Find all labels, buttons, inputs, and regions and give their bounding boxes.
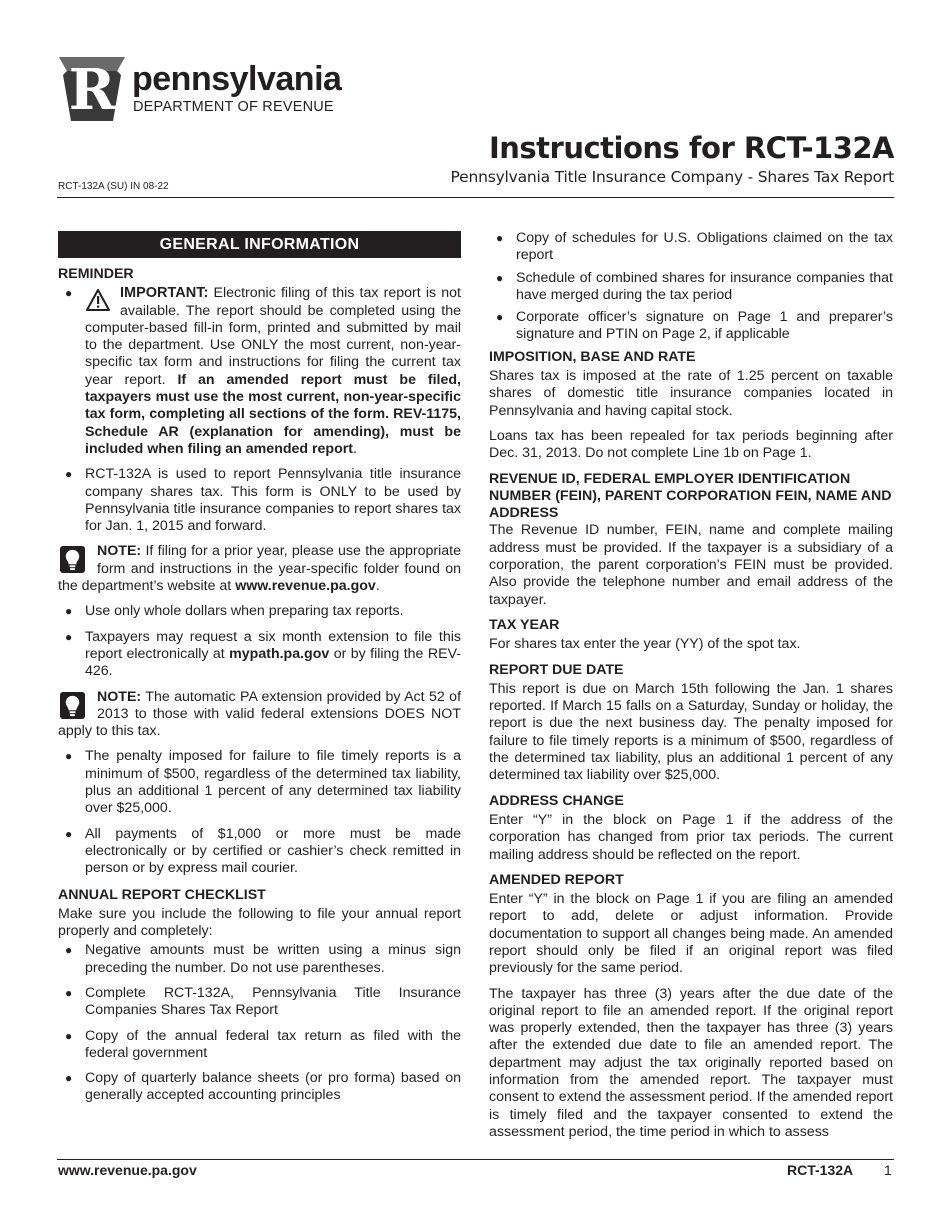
list-item: ● Use only whole dollars when preparing tax reports. [65,603,404,620]
checklist-item: ● Copy of quarterly balance sheets (or pro forma) based on generally accepted accounting principles [65,1070,461,1104]
header-rule [57,197,894,198]
form-code: RCT-132A (SU) IN 08-22 [58,181,169,192]
checklist-item: ● Copy of the annual federal tax return as filed with the federal government [65,1027,461,1061]
important-text: Electronic filing of this tax report is not available. The report should be completed using the computer-based fill-in form, printed and submitted by mail to the department. Use ONLY the most current, non-year-specific tax form and instructions for filing the current tax year report. [85,285,461,388]
revenue-id-heading: REVENUE ID, FEDERAL EMPLOYER IDENTIFICATION NUMBER (FEIN), PARENT CORPORATION FEIN, NAME AND ADDRESS [489,470,892,522]
right-column: ● Copy of schedules for U.S. Obligations claimed on the tax report ● Schedule of combined shares for insurance companies that have merged during the tax period ● Corporate officer’s signature on Page 1 and preparer’s signature and PTIN on Page 2, if applicable IMPOSITION, BASE AND RATE Shares tax is imposed at the rate of 1.25 percent on taxable shares of domestic title insurance companies located in Pennsylvania and having capital stock. Loans tax has been repealed for tax periods beginning after Dec. 31, 2013. Do not complete Line 1b on Page 1. REVENUE ID, FEDERAL EMPLOYER IDENTIFICATION NUMBER (FEIN), PARENT CORPORATION FEIN, NAME AND ADDRESS The Revenue ID number, FEIN, name and complete mailing address must be provided. If the taxpayer is a subsidiary of a corporation, the parent corporation’s FEIN must be provided. Also provide the telephone number and email address of the taxpayer. TAX YEAR For shares tax enter the year (YY) of the spot tax. REPORT DUE DATE This report is due on March 15th following the Jan. 1 shares reported. If March 15 falls on a Saturday, Sunday or holiday, the report is due the next business day. The penalty imposed for failure to file timely reports is a minimum of $500, regardless of the determined tax liability, plus an additional 1 percent of any determined tax liability over $25,000. ADDRESS CHANGE Enter “Y” in the block on Page 1 if the address of the corporation has changed from prior tax periods. The current mailing address should be reflected on the report. AMENDED REPORT Enter “Y” in the block on Page 1 if you are filing an amended report to add, delete or adjust information. Provide documentation to support all changes being made. An amended report should only be filed if an original report was filed previously for the same period. The taxpayer has three (3) years after the due date of the original report to file an amended report. If the original report was properly extended, then the taxpayer has three (3) years after the extended due date to file an amended report. The department may adjust the tax originally reported based on information from the amended report. The taxpayer must consent to extend the assessment period. If the amended report is timely filed and the taxpayer consented to extend the assessment period, the time period in which to assess [489,230,893,1140]
list-item: ● Taxpayers may request a six month extension to file this report electronically at mypath.pa.gov or by filing the REV-426. [65,628,461,680]
imposition-heading: IMPOSITION, BASE AND RATE [489,348,696,365]
page-title: Instructions for RCT-132A [488,131,894,165]
note-box: NOTE: The automatic PA extension provided by Act 52 of 2013 to those with valid federal extensions DOES NOT apply to this tax. [58,688,462,740]
tax-year-heading: TAX YEAR [489,616,560,633]
important-bold-text: If an amended report must be filed, taxpayers must use the most current, non-year-specific tax form, completing all sections of the form. REV-1175, Schedule AR (explanation for amending), must be included when filing an amended report [85,371,461,457]
logo-department: DEPARTMENT OF REVENUE [133,99,334,115]
page-number: 1 [884,1162,892,1178]
note-label: NOTE: [97,688,142,705]
footer-form-number: RCT-132A [787,1162,854,1178]
note-label: NOTE: [97,543,142,560]
checklist-item: ● Copy of schedules for U.S. Obligations claimed on the tax report [496,230,893,264]
list-item: ● IMPORTANT: Electronic filing of this tax report is not available. The report should be completed using the computer-based fill-in form, printed and submitted by mail to the department. Use ONLY the most current, non-year-specific tax form and instructions for filing the current tax year report. If an amended report must be filed, taxpayers must use the most current, non-year-specific tax form, completing all sections of the form. REV-1175, Schedule AR (explanation for amending), must be included when filing an amended report. [65,285,461,457]
checklist-heading: ANNUAL REPORT CHECKLIST [58,886,266,903]
list-item: ● The penalty imposed for failure to file timely reports is a minimum of $500, regardless of the determined tax liability, plus an additional 1 percent of any determined tax liability over $25,000. [65,748,461,817]
warning-triangle-icon [85,288,111,312]
checklist-intro: Make sure you include the following to file your annual report properly and completely: [58,905,461,940]
note-box: NOTE: If filing for a prior year, please use the appropriate form and instructions in the year-specific folder found on the department’s website at www.revenue.pa.gov. [58,543,461,595]
footer-rule [57,1159,894,1160]
due-date-heading: REPORT DUE DATE [489,661,624,678]
logo-letter: R [68,57,116,123]
lightbulb-icon [60,692,85,719]
list-item: ● All payments of $1,000 or more must be made electronically or by certified or cashier’s check remitted in person or by express mail courier. [65,825,461,877]
page-subtitle: Pennsylvania Title Insurance Company - Shares Tax Report [450,168,894,186]
list-item: ● RCT-132A is used to report Pennsylvania title insurance company shares tax. This form is ONLY to be used by Pennsylvania title insurance companies to report shares tax for Jan. 1, 2015 and forward. [65,466,461,535]
checklist-item: ● Negative amounts must be written using a minus sign preceding the number. Do not use parentheses. [65,942,461,976]
website-link[interactable]: www.revenue.pa.gov [235,578,376,595]
left-column [58,231,461,1105]
address-change-heading: ADDRESS CHANGE [489,792,624,809]
logo-name: pennsylvania [132,60,342,98]
reminder-heading: REMINDER [58,266,134,282]
checklist-item: ● Corporate officer’s signature on Page 1 and preparer’s signature and PTIN on Page 2, if applicable [496,309,893,343]
amended-report-heading: AMENDED REPORT [489,871,624,888]
footer-website-link[interactable]: www.revenue.pa.gov [58,1162,197,1178]
lightbulb-icon [60,546,85,573]
section-title: GENERAL INFORMATION [58,231,461,258]
checklist-item: ● Complete RCT-132A, Pennsylvania Title Insurance Companies Shares Tax Report [65,984,461,1019]
mypath-link[interactable]: mypath.pa.gov [229,645,330,662]
checklist-item: ● Schedule of combined shares for insurance companies that have merged during the tax period [496,269,893,303]
important-label: IMPORTANT: [120,285,209,302]
